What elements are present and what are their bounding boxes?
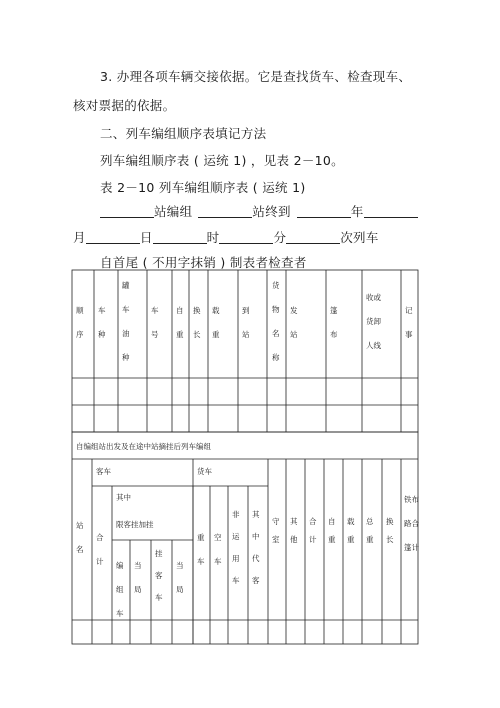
label-day: 日 <box>139 230 153 245</box>
label-empty-car: 空车 <box>214 533 222 566</box>
label-conv-length: 换长 <box>386 517 394 544</box>
label-total-weight: 总重 <box>366 517 374 544</box>
label-self-weight: 自重 <box>328 517 336 544</box>
label-total: 合计 <box>96 533 104 566</box>
section-heading: 二、列车编组顺序表填记方法 <box>100 126 267 141</box>
label-guard: 守室 <box>272 517 280 544</box>
col-tank-oil-type: 罐车油种 <box>122 281 130 362</box>
label-hidden-passenger: 其中代客 <box>252 510 260 585</box>
form-footer: 自首尾 ( 不用字抹销 ) 制表者检查者 <box>100 255 307 270</box>
col-remarks: 记事 <box>405 306 413 339</box>
label-heavy-car: 重车 <box>197 533 205 566</box>
table1-header <box>76 280 413 362</box>
label-passenger-car: 客车 <box>96 467 111 476</box>
label-load-weight: 载重 <box>347 517 355 544</box>
label-freight-car: 货车 <box>197 467 212 476</box>
table-grid <box>72 270 418 644</box>
paragraph-1: 3. 办理各项车辆交接依据。它是查找货车、检查现车、 <box>100 69 412 84</box>
label-year: 年 <box>350 204 364 219</box>
col-car-type: 车种 <box>98 306 106 339</box>
col-order: 顺序 <box>76 306 84 339</box>
label-rail-tarp: 铁布路合篷计 <box>404 495 419 552</box>
label-including: 其中 <box>116 493 131 502</box>
label-local-bureau: 当局 <box>134 561 142 594</box>
table2-title: 自编组站出发及在途中站摘挂后列车编组 <box>76 442 211 451</box>
label-station-end: 站终到 <box>252 204 291 219</box>
paragraph-3: 列车编组顺序表 ( 运统 1) ，见表 2－10。 <box>100 153 344 168</box>
label-group-car: 编组车 <box>116 561 124 618</box>
col-self-weight: 自重 <box>176 306 184 339</box>
label-local-bureau-2: 当局 <box>176 561 184 594</box>
col-conv-length: 换长 <box>193 306 201 339</box>
paragraph-2: 核对票据的依据。 <box>73 98 176 113</box>
label-station-name: 站名 <box>76 521 84 554</box>
col-consignee-siding: 收或货卸人线 <box>366 293 381 350</box>
col-destination: 到站 <box>242 306 250 339</box>
col-tarpaulin: 篷布 <box>330 306 338 339</box>
label-minute: 分 <box>273 230 287 245</box>
label-total-2: 合计 <box>309 517 317 544</box>
label-hang-car: 挂客车 <box>155 549 163 602</box>
table-caption: 表 2－10 列车编组顺序表 ( 运统 1) <box>100 180 306 195</box>
label-including-cars: 限客挂加挂 <box>116 520 154 529</box>
label-train-no: 次列车 <box>340 230 379 245</box>
label-month: 月 <box>73 230 86 245</box>
col-cargo-name: 货物名称 <box>272 281 280 362</box>
col-origin: 发站 <box>290 306 298 339</box>
label-other: 其他 <box>290 517 298 544</box>
col-car-number: 车号 <box>151 306 159 339</box>
col-load-weight: 载重 <box>212 306 220 339</box>
label-hour: 时 <box>206 230 220 245</box>
label-station-group: 站编组 <box>154 204 193 219</box>
label-non-operating: 非运用车 <box>232 510 240 585</box>
